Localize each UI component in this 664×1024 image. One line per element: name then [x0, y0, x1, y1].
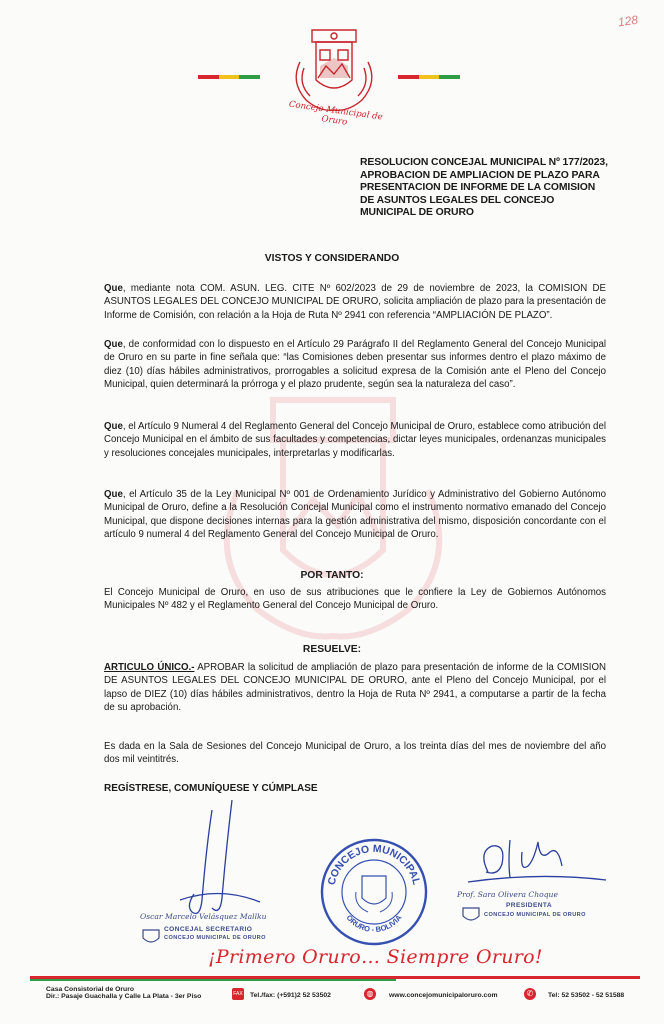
left-signer-name: Oscar Marcelo Velásquez Mallku	[140, 912, 267, 921]
considerando-paragraph	[104, 338, 606, 392]
title-line: MUNICIPAL DE ORURO	[360, 207, 474, 219]
page-number: 128	[617, 12, 639, 30]
address-line: Dir.: Pasaje Guachalla y Calle La Plata - 3er Piso	[46, 993, 202, 1000]
resolution-title	[360, 157, 620, 220]
paragraph-lead: Que	[104, 339, 123, 350]
paragraph-text: , de conformidad con lo dispuesto en el Artículo 29 Parágrafo II del Reglamento General del Concejo Municipal de Oruro en su parte in fine señala que: “las Comisiones deben presentar sus informes dentro el plazo máximo de diez (10) días hábiles administrativos, prorrogables a solicitud expresa de la Comisión ante el Pleno del Concejo Municipal, quien determinará la prórroga y el plazo prudente, según sea la naturaleza del caso”.	[104, 339, 606, 391]
vistos-heading: VISTOS Y CONSIDERANDO	[264, 253, 400, 264]
seal-bottom-text: ORURO - BOLIVIA	[344, 913, 404, 935]
title-line: PRESENTACION DE INFORME DE LA COMISION	[360, 182, 596, 194]
footer-fax: Tel./fax: (+591)2 52 53502	[250, 992, 331, 999]
left-signer-role: CONCEJAL SECRETARIO	[164, 926, 253, 933]
footer-divider	[30, 976, 640, 981]
signature-right	[458, 832, 608, 892]
article-paragraph	[104, 661, 606, 715]
paragraph-lead: Que	[104, 283, 123, 294]
article-text: APROBAR la solicitud de ampliación de plazo para presentación de informe de la COMISION DE ASUNTOS LEGALES DEL CONCEJO MUNICIPAL DE ORURO, ante el Pleno del Concejo Municipal, por el lapso de DIEZ (10) días hábiles administrativos, dentro la Hoja de Ruta Nº 2941, a computarse a partir de la fecha de su aprobación.	[104, 662, 607, 714]
right-signer-org: CONCEJO MUNICIPAL DE ORURO	[484, 912, 586, 918]
article-label: ARTICULO ÚNICO.-	[104, 662, 195, 673]
closing-formula: REGÍSTRESE, COMUNÍQUESE Y CÚMPLASE	[104, 783, 318, 794]
paragraph-text: , el Artículo 9 Numeral 4 del Reglamento General del Concejo Municipal de Oruro, establece como atribución del Concejo Municipal en el ámbito de sus facultades y competencias, dictar leyes municipales, ordenanzas municipales y resoluciones concejales municipales, interpretarlas y modificarlas.	[104, 421, 606, 459]
globe-icon: ◍	[364, 988, 376, 1000]
paragraph-text: , el Artículo 35 de la Ley Municipal Nº 001 de Ordenamiento Jurídico y Administrativo del Gobierno Autónomo Municipal de Oruro, define a la Resolución Concejal Municipal como el instrumento normativo emanado del Concejo Municipal, que dispone decisiones internas para la gestión administrativa del mismo, disposición concordante con el artículo 9 numeral 4 del Reglamento General del Concejo Municipal de Oruro.	[104, 489, 606, 541]
small-emblem-icon	[460, 906, 482, 924]
address-title: Casa Consistorial de Oruro	[46, 986, 135, 993]
considerando-paragraph	[104, 420, 606, 460]
fax-icon: FAX	[232, 988, 244, 1000]
considerando-paragraph	[104, 282, 606, 322]
svg-text:CONCEJO MUNICIPAL	[326, 843, 423, 887]
footer-slogan: ¡Primero Oruro… Siempre Oruro!	[208, 946, 543, 968]
right-signer-role: PRESIDENTA	[506, 902, 553, 909]
paragraph-text: , mediante nota COM. ASUN. LEG. CITE Nº 602/2023 de 29 de noviembre de 2023, la COMISION DE ASUNTOS LEGALES DEL CONCEJO MUNICIPAL DE ORURO, solicita ampliación de plazo para la presentación de Informe de Comisión, con relación a la Hoja de Ruta Nº 2941 con referencia “AMPLIACIÓN DE PLAZO”.	[104, 283, 606, 321]
title-line: APROBACION DE AMPLIACION DE PLAZO PARA	[360, 169, 600, 181]
por-tanto-paragraph: El Concejo Municipal de Oruro, en uso de sus atribuciones que le confiere la Ley de Gobiernos Autónomos Municipales Nº 482 y el Reglamento General del Concejo Municipal de Oruro.	[104, 587, 606, 612]
seal-top-text: CONCEJO MUNICIPAL	[325, 842, 423, 887]
small-emblem-icon	[140, 928, 162, 946]
considerando-paragraph	[104, 488, 606, 542]
title-line: DE ASUNTOS LEGALES DEL CONCEJO	[360, 194, 555, 206]
flag-stripe-left	[198, 66, 260, 70]
flag-stripe-right	[398, 66, 460, 70]
emblem-org-name: Concejo Municipal de Oruro	[288, 99, 384, 128]
footer-website[interactable]: www.concejomunicipaloruro.com	[389, 992, 498, 999]
footer-telephone: Tel: 52 53502 - 52 51588	[548, 992, 625, 999]
council-seal-stamp	[318, 836, 430, 948]
dada-paragraph: Es dada en la Sala de Sesiones del Concejo Municipal de Oruro, a los treinta días del mes de noviembre del año dos mil veintitrés.	[104, 741, 606, 766]
left-signer-org: CONCEJO MUNICIPAL DE ORURO	[164, 935, 266, 941]
paragraph-lead: Que	[104, 421, 123, 432]
por-tanto-heading: POR TANTO:	[300, 570, 364, 581]
footer-address	[46, 986, 201, 1000]
paragraph-lead: Que	[104, 489, 123, 500]
title-line: RESOLUCION CONCEJAL MUNICIPAL Nº 177/2023,	[360, 157, 608, 168]
resuelve-heading: RESUELVE:	[302, 644, 362, 655]
svg-text:ORURO - BOLIVIA	[345, 913, 404, 934]
phone-icon: ✆	[524, 988, 536, 1000]
right-signer-name: Prof. Sara Olivera Choque	[457, 890, 558, 899]
